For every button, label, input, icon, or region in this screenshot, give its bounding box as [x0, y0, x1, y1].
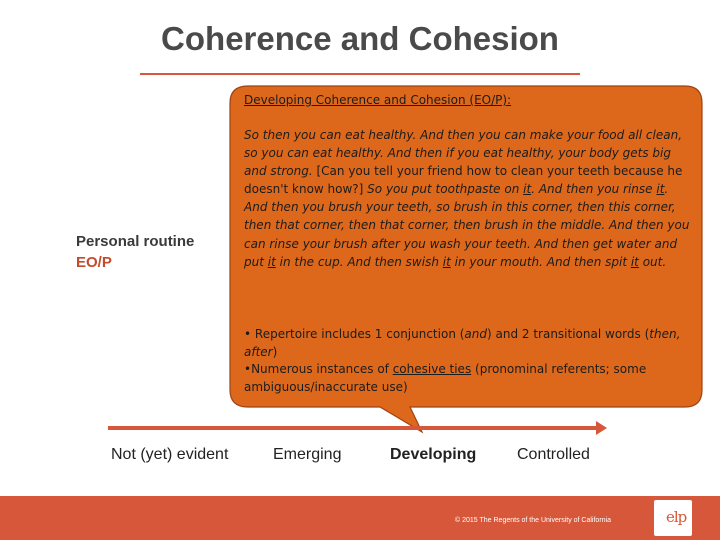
transcript-segment: . And then you rinse — [531, 182, 657, 197]
routine-code: EO/P — [76, 254, 112, 271]
scale-label-developing: Developing — [390, 446, 477, 463]
pronoun-referent: it — [630, 254, 639, 269]
student-transcript — [244, 126, 694, 271]
pronoun-referent: it — [442, 254, 451, 269]
transcript-segment: out. — [638, 254, 667, 269]
transcript-segment: . And then you brush your teeth, so brush in this corner, then this corner, then that corner, then that corner, then brush in the middle. And then you can rinse your brush after you wash your teeth. And then get water and put — [244, 182, 690, 269]
elp-logo — [654, 500, 692, 536]
routine-title: Personal routine — [76, 233, 195, 250]
pronoun-referent: it — [656, 182, 665, 197]
scale-label-emerging: Emerging — [273, 446, 342, 463]
note-repertoire: • Repertoire includes 1 conjunction (and) and 2 transitional words (then, after) — [244, 327, 681, 359]
routine-label — [76, 231, 194, 273]
footer-copyright: © 2015 The Regents of the University of California — [455, 517, 611, 524]
transcript-segment: So then you can eat healthy. And then you can make your food all clean, so you can eat healthy. And then if you eat healthy, your body gets big and strong. — [244, 128, 683, 179]
transcript-segment: in the cup. And then swish — [275, 254, 443, 269]
slide-title: Coherence and Cohesion — [161, 20, 559, 57]
scale-label-controlled: Controlled — [517, 446, 590, 463]
transcript-segment: So you put toothpaste on — [367, 182, 524, 197]
footer-bar — [0, 496, 720, 540]
teacher-prompt: [Can you tell your friend how to clean your teeth because he doesn't know how?] — [244, 164, 683, 197]
pronoun-referent: it — [523, 182, 532, 197]
scale-label-not-evident: Not (yet) evident — [111, 446, 229, 463]
transcript-segment: in your mouth. And then spit — [450, 254, 631, 269]
logo-mark: elp — [666, 508, 687, 526]
callout-notes — [244, 326, 694, 396]
scale-arrow-icon — [596, 421, 607, 435]
scale-axis — [108, 426, 600, 430]
callout-heading: Developing Coherence and Cohesion (EO/P): — [244, 93, 512, 107]
note-cohesive-ties: •Numerous instances of cohesive ties (pronominal referents; some ambiguous/inaccurate use) — [244, 362, 647, 394]
pronoun-referent: it — [267, 254, 276, 269]
